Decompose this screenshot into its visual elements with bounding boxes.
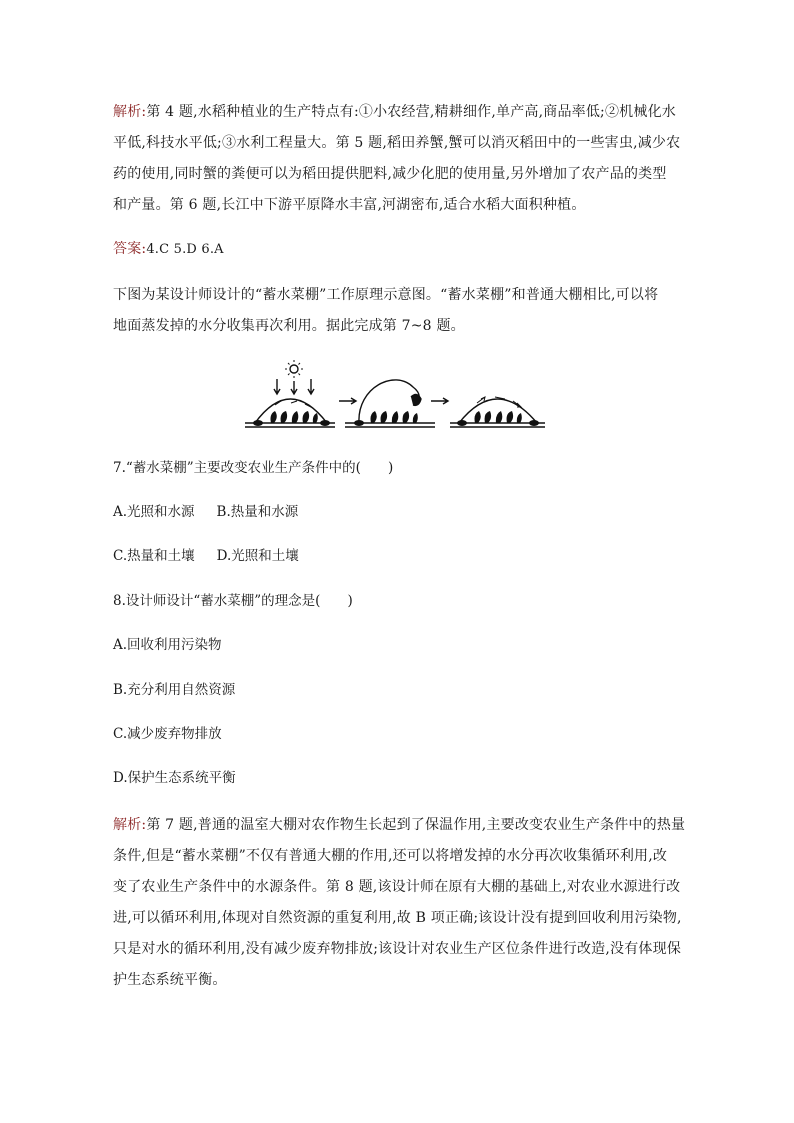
analysis-line: 只是对水的循环利用,没有减少废弃物排放;该设计对农业生产区位条件进行改造,没有体现保 <box>113 941 682 957</box>
analysis-line: 变了农业生产条件中的水源条件。第 8 题,该设计师在原有大棚的基础上,对农业水源进行改 <box>113 879 681 895</box>
analysis-line: 条件,但是“蓄水菜棚”不仅有普通大棚的作用,还可以将增发掉的水分再次收集循环利用,改 <box>113 848 668 864</box>
process-arrow-icon <box>339 398 356 404</box>
analysis-line: 解析:第 4 题,水稻种植业的生产特点有:①小农经营,精耕细作,单产高,商品率低;②机械化水 <box>113 104 676 120</box>
analysis-line: 护生态系统平衡。 <box>113 972 227 988</box>
answer-line <box>113 234 681 265</box>
analysis-line: 药的使用,同时蟹的粪便可以为稻田提供肥料,减少化肥的使用量,另外增加了农产品的类型 <box>113 166 667 182</box>
q7-option-b[interactable]: B.热量和水源 <box>216 504 299 520</box>
analysis-label: 解析: <box>113 104 147 120</box>
q7-option-a[interactable]: A.光照和水源 <box>113 504 195 520</box>
intro-line: 下图为某设计师设计的“蓄水菜棚”工作原理示意图。“蓄水菜棚”和普通大棚相比,可以将 <box>113 287 659 303</box>
q8-option-d[interactable]: D.保护生态系统平衡 <box>113 770 236 786</box>
answer-label: 答案: <box>113 241 147 257</box>
intro-line: 地面蒸发掉的水分收集再次利用。据此完成第 7~8 题。 <box>113 318 465 334</box>
analysis-q4-6 <box>113 97 681 221</box>
process-arrow-icon <box>431 398 448 404</box>
down-arrow-icon <box>291 381 297 394</box>
q8-option-b[interactable]: B.充分利用自然资源 <box>113 682 236 698</box>
analysis-line: 进,可以循环利用,体现对自然资源的重复利用,故 B 项正确;该设计没有提到回收利用污染物, <box>113 910 682 926</box>
greenhouse-panel-2 <box>345 380 435 427</box>
q7-option-d[interactable]: D.光照和土壤 <box>216 548 299 564</box>
q7-option-c[interactable]: C.热量和土壤 <box>113 548 195 564</box>
analysis-label: 解析: <box>113 817 147 833</box>
greenhouse-panel-3 <box>450 397 545 427</box>
greenhouse-panel-1 <box>245 360 335 427</box>
down-arrow-icon <box>308 379 314 394</box>
question-8-stem: 8.设计师设计“蓄水菜棚”的理念是( ) <box>113 593 353 609</box>
analysis-q7-8 <box>113 810 686 996</box>
q8-option-c[interactable]: C.减少废弃物排放 <box>113 726 222 742</box>
analysis-line: 平低,科技水平低;③水利工程量大。第 5 题,稻田养蟹,蟹可以消灭稻田中的一些害虫,减少农 <box>113 135 681 151</box>
answer-text: 4.C 5.D 6.A <box>146 242 224 257</box>
analysis-line: 解析:第 7 题,普通的温室大棚对农作物生长起到了保温作用,主要改变农业生产条件中的热量 <box>113 817 686 833</box>
analysis-line: 和产量。第 6 题,长江中下游平原降水丰富,河湖密布,适合水稻大面积种植。 <box>113 197 586 213</box>
question-intro <box>113 280 681 342</box>
q8-option-a[interactable]: A.回收利用污染物 <box>113 637 222 653</box>
sun-icon <box>290 365 298 373</box>
question-7-options-row2 <box>113 546 299 566</box>
greenhouse-diagram <box>245 357 551 437</box>
question-7-options-row1 <box>113 502 298 522</box>
down-arrow-icon <box>274 379 280 394</box>
question-7-stem: 7.“蓄水菜棚”主要改变农业生产条件中的( ) <box>113 460 394 476</box>
